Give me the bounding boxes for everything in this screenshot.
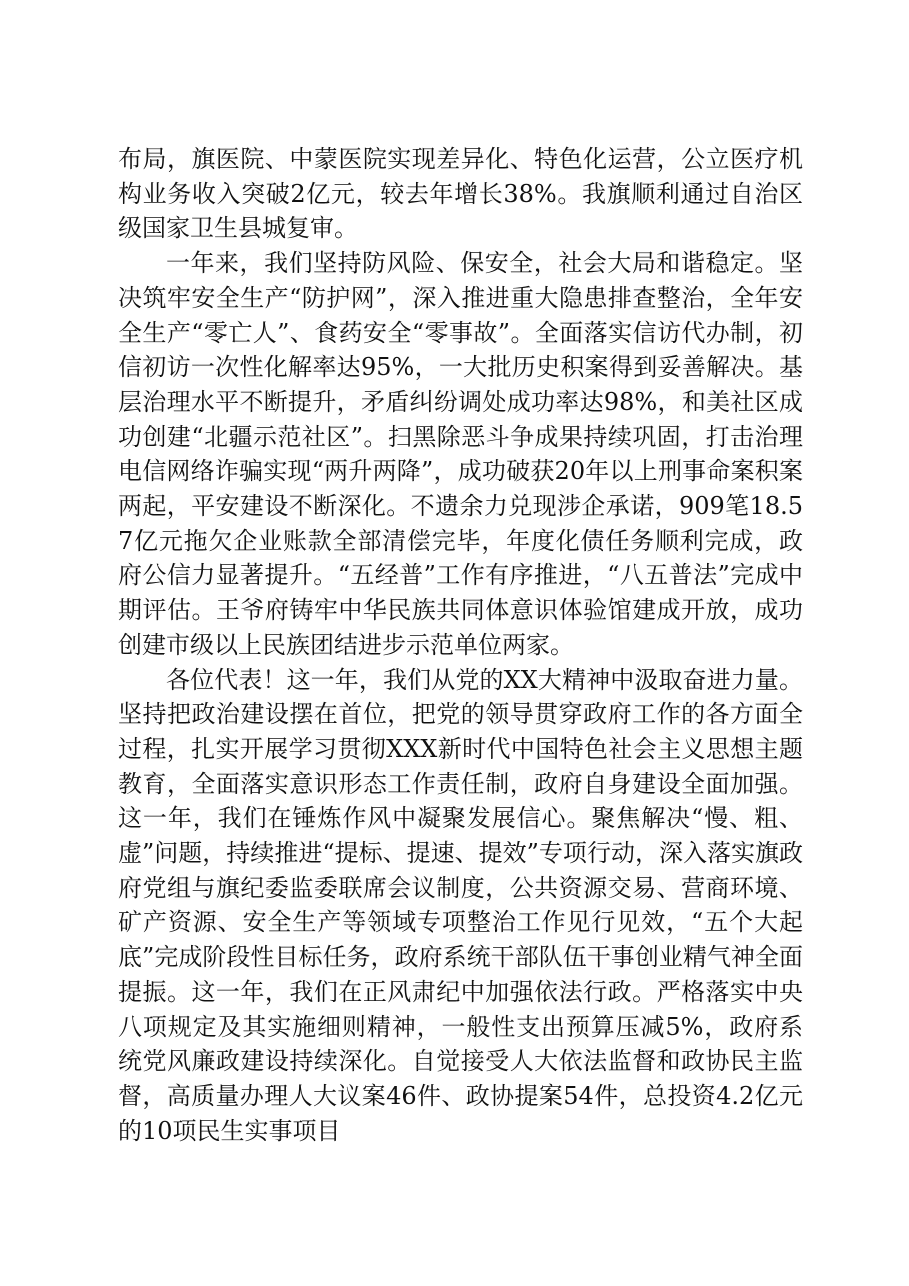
paragraph-continuation: 布局，旗医院、中蒙医院实现差异化、特色化运营，公立医疗机构业务收入突破2亿元，较去年增长38%。我旗顺利通过自治区级国家卫生县城复审。 [118, 145, 803, 243]
paragraph-government-building: 各位代表！这一年，我们从党的XX大精神中汲取奋进力量。坚持把政治建设摆在首位，把党的领导贯穿政府工作的各方面全过程，扎实开展学习贯彻XXX新时代中国特色社会主义思想主题教育，全面落实意识形态工作责任制，政府自身建设全面加强。这一年，我们在锤炼作风中凝聚发展信心。聚焦解决“慢、粗、虚”问题，持续推进“提标、提速、提效”专项行动，深入落实旗政府党组与旗纪委监委联席会议制度，公共资源交易、营商环境、矿产资源、安全生产等领域专项整治工作见行见效，“五个大起底”完成阶段性目标任务，政府系统干部队伍干事创业精气神全面提振。这一年，我们在正风肃纪中加强依法行政。严格落实中央八项规定及其实施细则精神，一般性支出预算压减5%，政府系统党风廉政建设持续深化。自觉接受人大依法监督和政协民主监督，高质量办理人大议案46件、政协提案54件，总投资4.2亿元的10项民生实事项目 [118, 665, 803, 1145]
document-page [118, 142, 803, 1148]
paragraph-safety-stability: 一年来，我们坚持防风险、保安全，社会大局和谐稳定。坚决筑牢安全生产“防护网”，深入推进重大隐患排查整治，全年安全生产“零亡人”、食药安全“零事故”。全面落实信访代办制，初信初访一次性化解率达95%，一大批历史积案得到妥善解决。基层治理水平不断提升，矛盾纠纷调处成功率达98%，和美社区成功创建“北疆示范社区”。扫黑除恶斗争成果持续巩固，打击治理电信网络诈骗实现“两升两降”，成功破获20年以上刑事命案积案两起，平安建设不断深化。不遗余力兑现涉企承诺，909笔18.57亿元拖欠企业账款全部清偿完毕，年度化债任务顺利完成，政府公信力显著提升。“五经普”工作有序推进，“八五普法”完成中期评估。王爷府铸牢中华民族共同体意识体验馆建成开放，成功创建市级以上民族团结进步示范单位两家。 [118, 249, 803, 659]
